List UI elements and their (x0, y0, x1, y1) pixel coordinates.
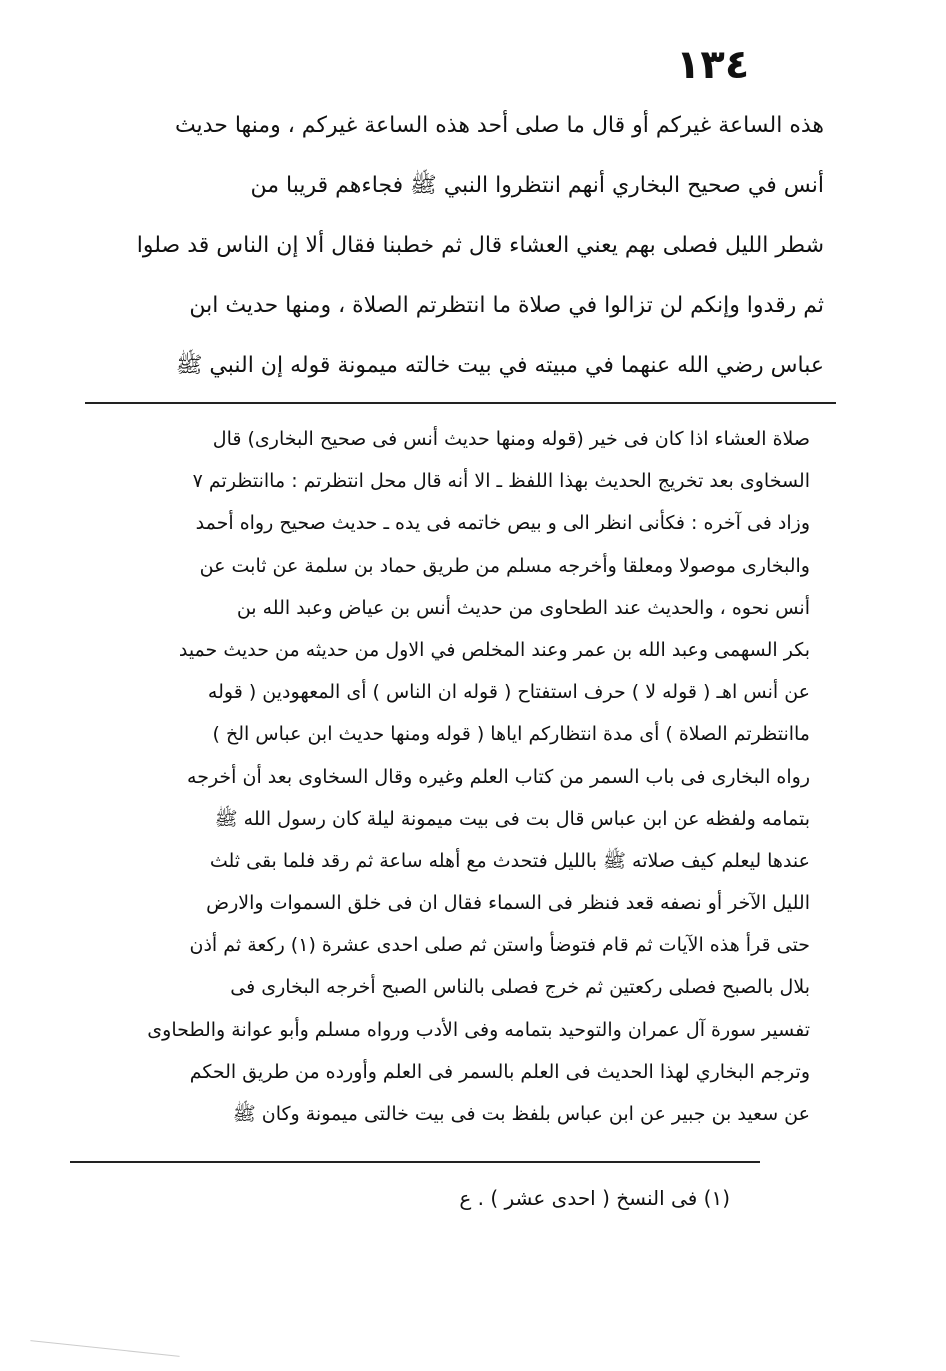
main-text-line: ثم رقدوا وإنكم لن تزالوا في صلاة ما انتظرتم الصلاة ، ومنها حديث ابن (189, 293, 824, 318)
commentary-line: حتى قرأ هذه الآيات ثم قام فتوضأ واستن ثم صلى احدى عشرة (١) ركعة ثم أذن (189, 934, 810, 957)
commentary-line: عن سعيد بن جبير عن ابن عباس بلفظ بت فى بيت خالتى ميمونة وكان ﷺ (232, 1103, 810, 1125)
main-text-line: أنس في صحيح البخاري أنهم انتظروا النبي ﷺ فجاءهم قريبا من (250, 173, 824, 198)
main-text-line: عباس رضي الله عنهما في مبيته في بيت خالته ميمونة قوله إن النبي ﷺ (175, 353, 824, 378)
main-text-line: شطر الليل فصلى بهم يعني العشاء قال ثم خطبنا فقال ألا إن الناس قد صلوا (136, 233, 824, 258)
commentary-line: وترجم البخاري لهذا الحديث فى العلم بالسمر فى العلم وأورده من طريق الحكم (189, 1060, 810, 1083)
commentary-line: بلال بالصبح فصلى ركعتين ثم خرج فصلى بالناس الصبح أخرجه البخارى فى (230, 976, 810, 999)
commentary-line: عندها ليعلم كيف صلاته ﷺ بالليل فتحدث مع أهله ساعة ثم رقد فلما بقى ثلث (209, 849, 810, 872)
commentary-line: عن أنس اهـ ( قوله لا ) حرف استفتاح ( قوله ان الناس ) أى المعهودين ( قوله (207, 681, 810, 704)
footnote-divider (70, 1161, 760, 1163)
page-edge-mark (30, 1340, 179, 1357)
commentary-line: ماانتظرتم الصلاة ) أى مدة انتظاركم اياها ( قوله ومنها حديث ابن عباس الخ ) (212, 723, 810, 746)
commentary-line: صلاة العشاء اذا كان فى خير (قوله ومنها حديث أنس فى صحيح البخارى) قال (212, 428, 810, 450)
commentary-line: تفسير سورة آل عمران والتوحيد بتمامه وفى الأدب ورواه مسلم وأبو عوانة والطحاوى (147, 1018, 810, 1041)
commentary-line: والبخارى موصولا ومعلقا وأخرجه مسلم من طريق حماد بن سلمة عن ثابت عن (199, 554, 810, 577)
page-number: ١٣٤ (676, 42, 750, 88)
footnote: (١) فى النسخ ( احدى عشر ) . ع (459, 1186, 730, 1210)
commentary-line: رواه البخارى فى باب السمر من كتاب العلم وغيره وقال السخاوى بعد أن أخرجه (187, 765, 810, 788)
commentary-line: وزاد فى آخره : فكأنى انظر الى و بيص خاتمه فى يده ـ حديث صحيح رواه أحمد (195, 512, 810, 535)
commentary-line: بتمامه ولفظه عن ابن عباس قال بت فى بيت ميمونة ليلة كان رسول الله ﷺ (214, 807, 810, 830)
main-text-block (120, 96, 824, 396)
commentary-line: الليل الآخر أو نصفه قعد فنظر فى السماء فقال ان فى خلق السموات والارض (206, 892, 810, 915)
text-divider (85, 402, 836, 404)
main-text-line: هذه الساعة غيركم أو قال ما صلى أحد هذه الساعة غيركم ، ومنها حديث (174, 113, 824, 138)
commentary-line: أنس نحوه ، والحديث عند الطحاوى من حديث أنس بن عياض وعبد الله بن (236, 596, 810, 619)
commentary-line: السخاوى بعد تخريج الحديث بهذا اللفظ ـ الا أنه قال محل انتظرتم : ماانتظرتم ٧ (192, 470, 810, 493)
commentary-line: بكر السهمى وعبد الله بن عمر وعند المخلص في الاول من حديثه من حديث حميد (178, 638, 810, 661)
commentary-block (70, 418, 810, 1135)
